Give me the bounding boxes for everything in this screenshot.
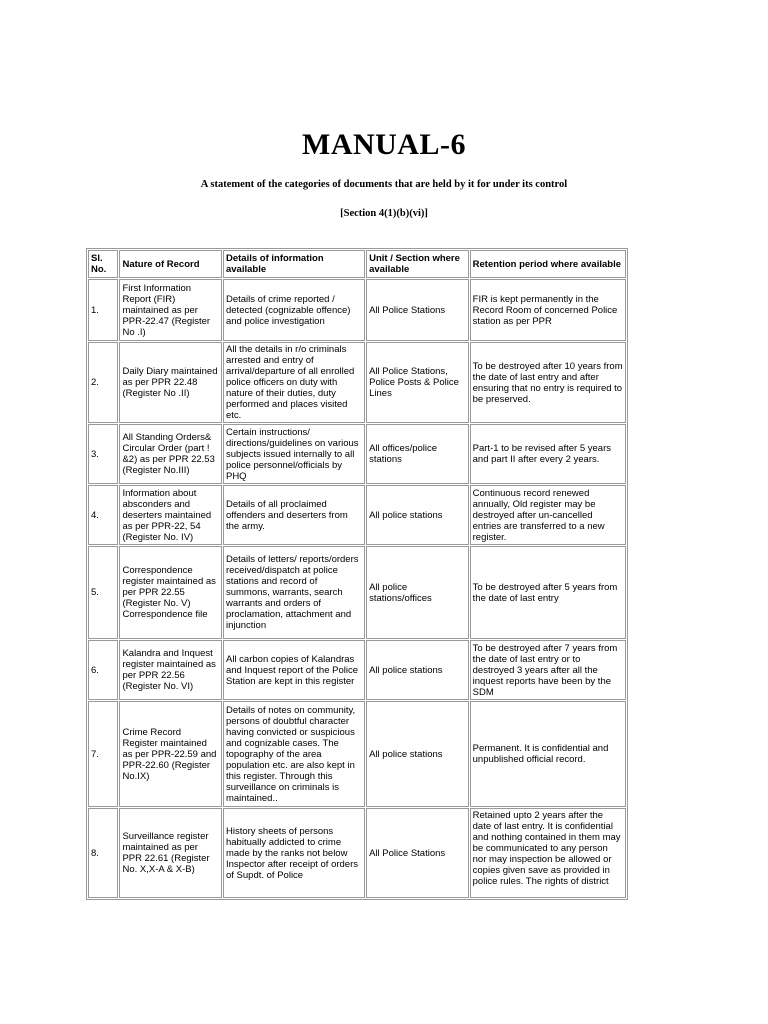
- page-title: MANUAL-6: [302, 128, 466, 161]
- cell-sl-no: 6.: [88, 640, 118, 700]
- cell-sl-no: 3.: [88, 424, 118, 484]
- cell-unit: All Police Stations: [366, 279, 469, 341]
- cell-retention: Retained upto 2 years after the date of last entry. It is confidential and nothing contained in them may be communicated to any person nor may inspection be allowed or copies given save as provided in police rules. The rights of district: [470, 808, 626, 898]
- table-header-row: [88, 250, 626, 278]
- cell-nature: Information about absconders and deserters maintained as per PPR-22, 54 (Register No. IV): [119, 485, 222, 545]
- table-row: [88, 701, 626, 807]
- header-details: Details of information available: [223, 250, 365, 278]
- cell-nature: Surveillance register maintained as per PPR 22.61 (Register No. X,X-A & X-B): [119, 808, 222, 898]
- cell-unit: All police stations: [366, 701, 469, 807]
- cell-retention: Part-1 to be revised after 5 years and part II after every 2 years.: [470, 424, 626, 484]
- records-table: [86, 248, 628, 900]
- cell-details: Details of letters/ reports/orders received/dispatch at police stations and record of summons, warrants, search warrants and orders of proclamation, attachment and injunction: [223, 546, 365, 639]
- cell-details: All carbon copies of Kalandras and Inquest report of the Police Station are kept in this register: [223, 640, 365, 700]
- cell-retention: Permanent. It is confidential and unpublished official record.: [470, 701, 626, 807]
- cell-nature: Correspondence register maintained as per PPR 22.55 (Register No. V) Correspondence file: [119, 546, 222, 639]
- header-retention-period: Retention period where available: [470, 250, 626, 278]
- cell-details: Details of all proclaimed offenders and deserters from the army.: [223, 485, 365, 545]
- cell-details: Certain instructions/ directions/guidelines on various subjects issued internally to all police personnel/officials by PHQ: [223, 424, 365, 484]
- cell-sl-no: 1.: [88, 279, 118, 341]
- cell-details: Details of notes on community, persons of doubtful character having convicted or suspicious and cognizable cases. The topography of the area population etc. are also kept in this register. Through this surveillance on criminals is maintained..: [223, 701, 365, 807]
- table-row: [88, 424, 626, 484]
- cell-details: All the details in r/o criminals arrested and entry of arrival/departure of all enrolled police officers on duty with nature of their duties, duty performed and places visited etc.: [223, 342, 365, 423]
- cell-sl-no: 2.: [88, 342, 118, 423]
- cell-unit: All police stations: [366, 640, 469, 700]
- cell-retention: FIR is kept permanently in the Record Room of concerned Police station as per PPR: [470, 279, 626, 341]
- cell-unit: All offices/police stations: [366, 424, 469, 484]
- cell-retention: Continuous record renewed annually, Old register may be destroyed after un-cancelled entries are transferred to a new register.: [470, 485, 626, 545]
- cell-unit: All police stations: [366, 485, 469, 545]
- section-reference: [Section 4(1)(b)(vi)]: [340, 208, 428, 219]
- table-row: [88, 546, 626, 639]
- cell-details: Details of crime reported / detected (cognizable offence) and police investigation: [223, 279, 365, 341]
- cell-unit: All Police Stations: [366, 808, 469, 898]
- cell-nature: Crime Record Register maintained as per PPR-22.59 and PPR-22.60 (Register No.IX): [119, 701, 222, 807]
- cell-sl-no: 5.: [88, 546, 118, 639]
- table-row: [88, 485, 626, 545]
- header-sl-no: Sl. No.: [88, 250, 118, 278]
- table-row: [88, 342, 626, 423]
- cell-nature: Daily Diary maintained as per PPR 22.48 (Register No .II): [119, 342, 222, 423]
- cell-sl-no: 7.: [88, 701, 118, 807]
- header-unit-section: Unit / Section where available: [366, 250, 469, 278]
- cell-nature: Kalandra and Inquest register maintained as per PPR 22.56 (Register No. VI): [119, 640, 222, 700]
- cell-unit: All Police Stations, Police Posts & Police Lines: [366, 342, 469, 423]
- cell-nature: All Standing Orders& Circular Order (part ! &2) as per PPR 22.53 (Register No.III): [119, 424, 222, 484]
- page-subtitle: A statement of the categories of documents that are held by it for under its control: [200, 179, 568, 190]
- cell-retention: To be destroyed after 10 years from the date of last entry and after ensuring that no entry is required to be preserved.: [470, 342, 626, 423]
- cell-sl-no: 8.: [88, 808, 118, 898]
- cell-unit: All police stations/offices: [366, 546, 469, 639]
- table-row: [88, 279, 626, 341]
- cell-nature: First Information Report (FIR) maintained as per PPR-22.47 (Register No .I): [119, 279, 222, 341]
- cell-details: History sheets of persons habitually addicted to crime made by the ranks not below Inspector after receipt of orders of Supdt. of Police: [223, 808, 365, 898]
- table-row: [88, 808, 626, 898]
- cell-sl-no: 4.: [88, 485, 118, 545]
- table-row: [88, 640, 626, 700]
- header-nature-of-record: Nature of Record: [119, 250, 222, 278]
- cell-retention: To be destroyed after 7 years from the date of last entry or to destroyed 3 years after all the inquest reports have been by the SDM: [470, 640, 626, 700]
- cell-retention: To be destroyed after 5 years from the date of last entry: [470, 546, 626, 639]
